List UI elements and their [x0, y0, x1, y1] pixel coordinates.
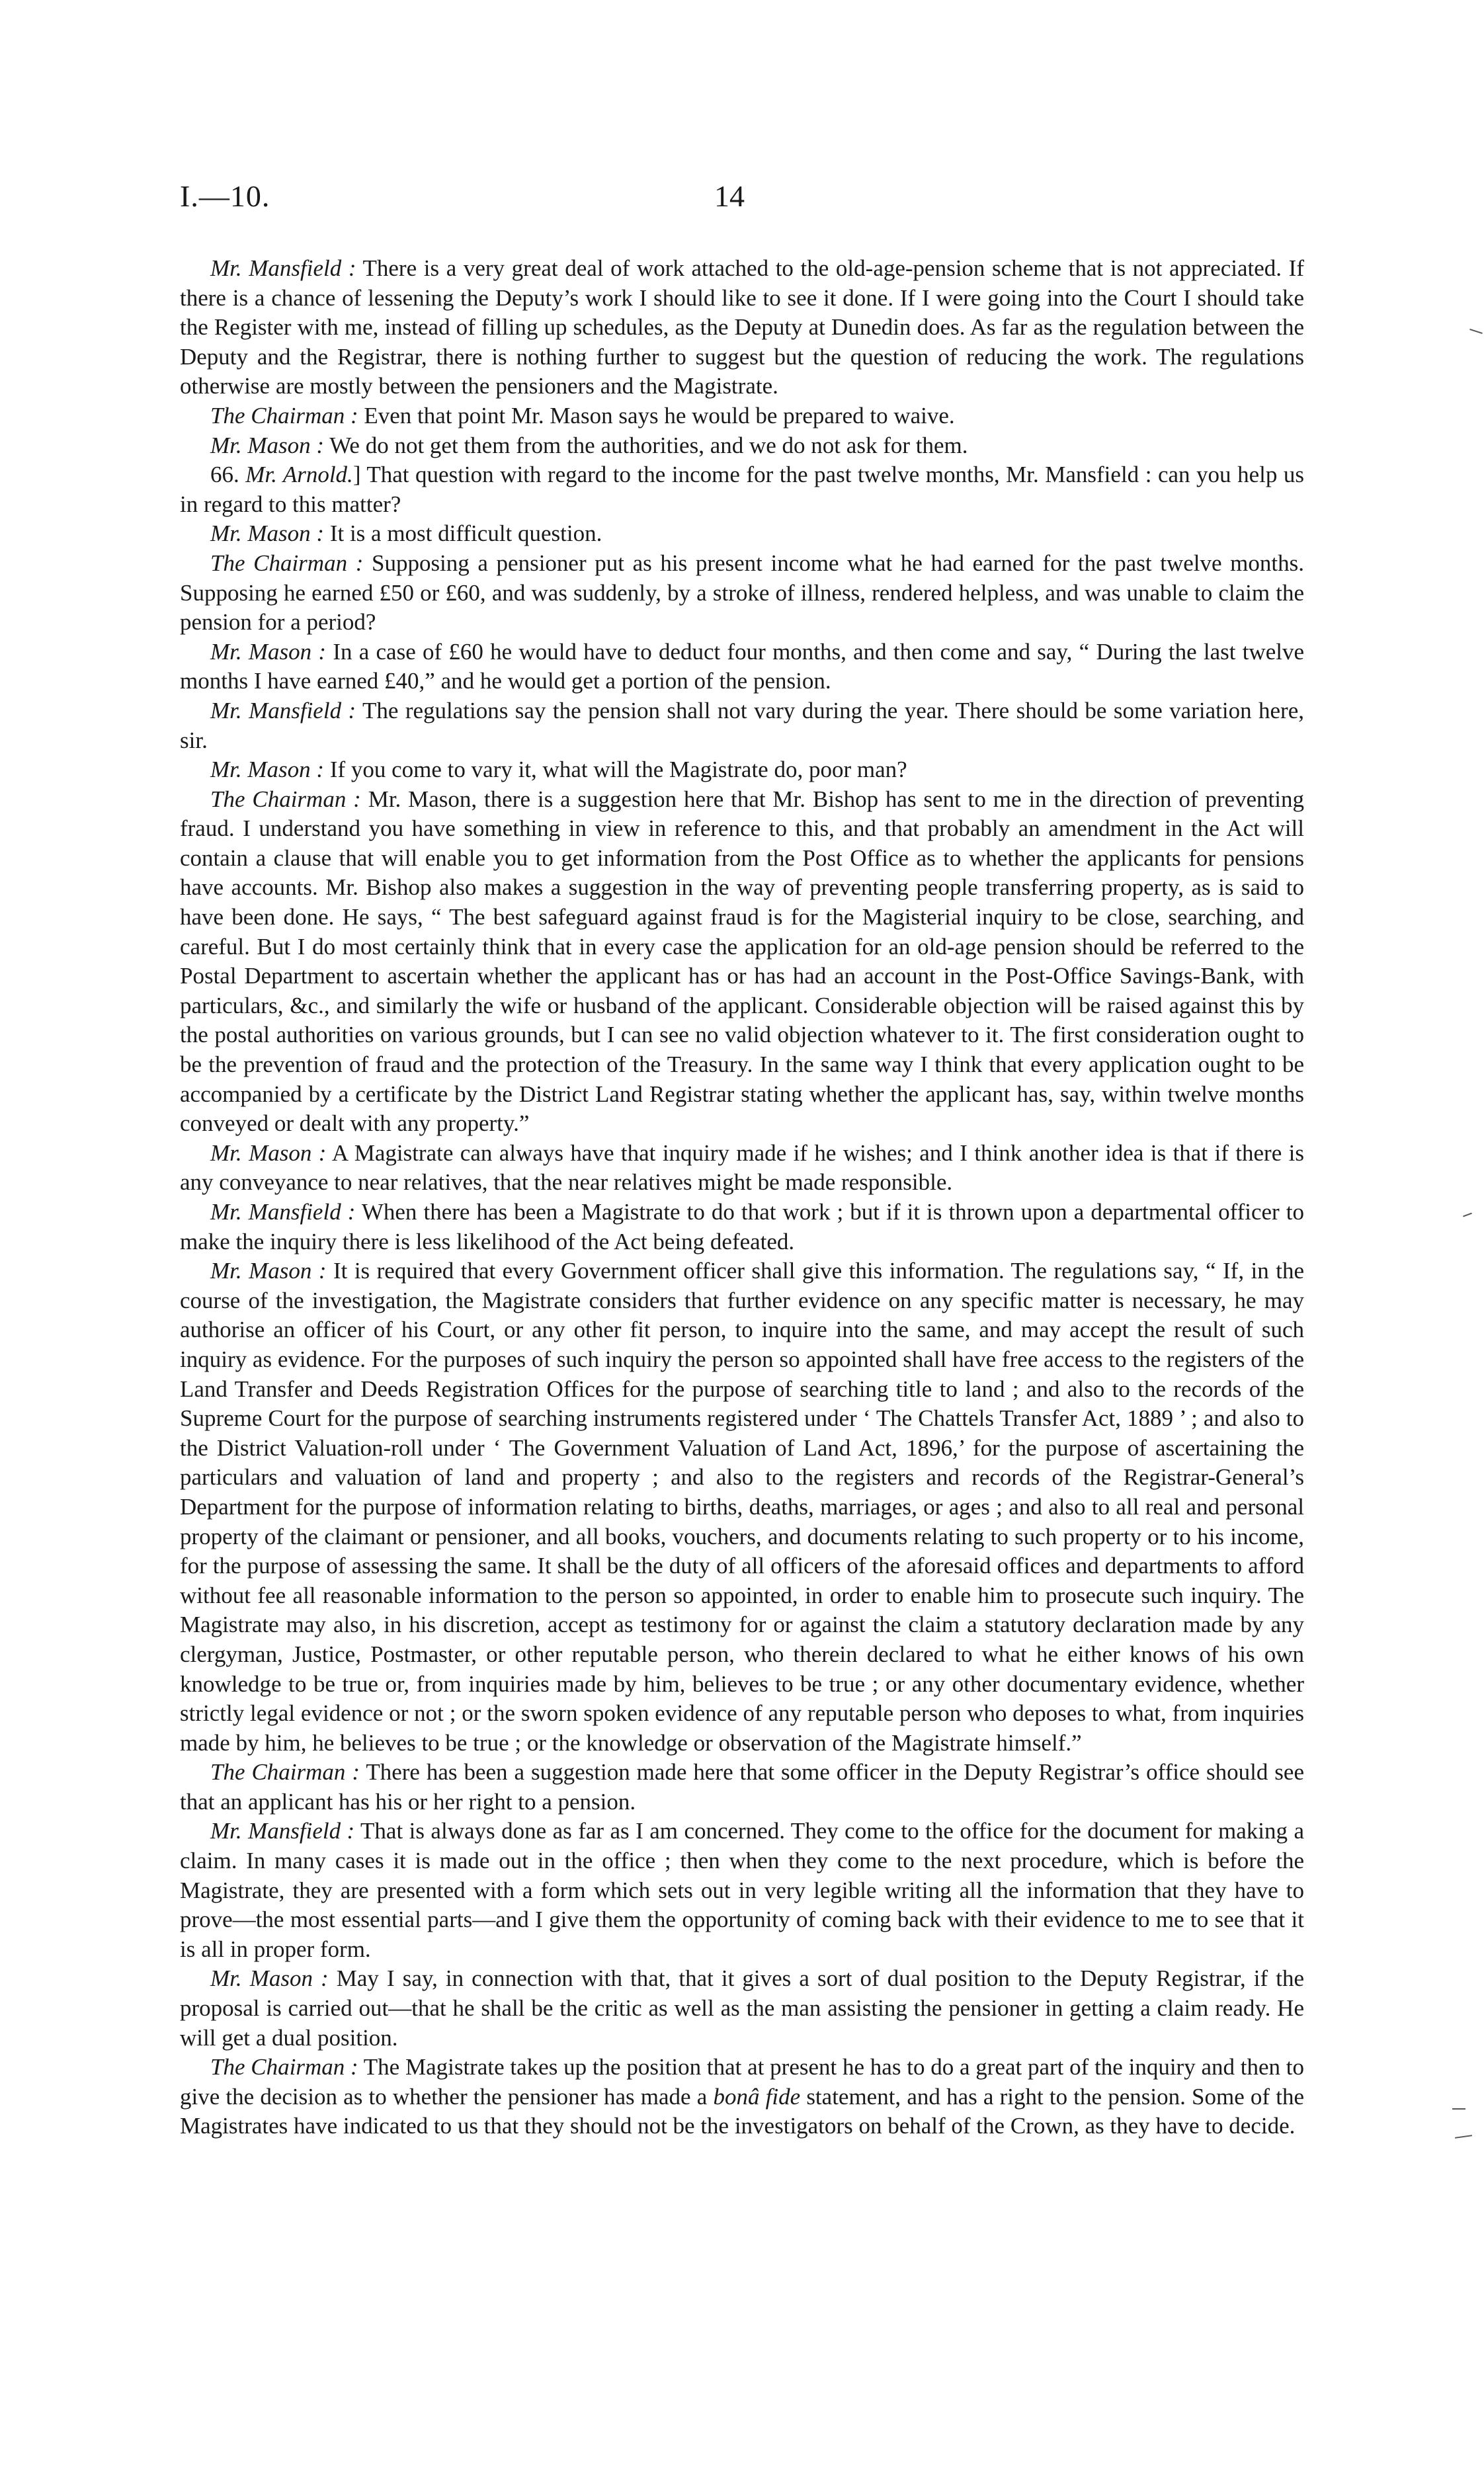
paragraph [180, 460, 1304, 519]
speaker-name: The Chairman : [210, 2054, 358, 2080]
speaker-name: Mr. Mason : [210, 638, 327, 665]
paragraph-text: There is a very great deal of work attached to the old-age-pension scheme that is not appreciated. If there is a chance of lessening the Deputy’s work I should like to see it done. If I were going into the Court I should take the Register with me, instead of filling up schedules, as the Deputy at Dunedin does. As far as the regulation between the Deputy and the Registrar, there is nothing further to suggest but the question of reducing the work. The regulations otherwise are mostly between the pensioners and the Magistrate. [180, 255, 1304, 399]
paragraph [180, 785, 1304, 1139]
paragraph [180, 431, 1304, 461]
paragraph-text: It is a most difficult question. [324, 520, 602, 547]
speaker-name: Mr. Mason : [210, 432, 325, 458]
italic-phrase: bonâ fide [713, 2083, 801, 2110]
paragraph [180, 1817, 1304, 1964]
speaker-name: Mr. Mason : [210, 1965, 329, 1992]
paragraph-text: Mr. Mason, there is a suggestion here that Mr. Bishop has sent to me in the direction of preventing fraud. I understand you have something in view in reference to this, and that probably an amendment in the Act will contain a clause that will enable you to get information from the Post Office as to whether the applicants for pensions have accounts. Mr. Bishop also makes a suggestion in the way of preventing people transferring property, as is said to have been done. He says, “ The best safeguard against fraud is for the Magisterial inquiry to be close, searching, and careful. But I do most certainly think that in every case the application for an old-age pension should be referred to the Postal Department to ascertain whether the applicant has or has had an account in the Post-Office Savings-Bank, with particulars, &c., and similarly the wife or husband of the applicant. Considerable objection will be raised against this by the postal authorities on various grounds, but I can see no valid objection whatever to it. The first consideration ought to be the prevention of fraud and the protection of the Treasury. In the same way I think that every application ought to be accompanied by a certificate by the District Land Registrar stating whether the applicant has, say, within twelve months conveyed or dealt with any property.” [180, 786, 1305, 1137]
paragraph [180, 1139, 1304, 1198]
paragraph-text: There has been a suggestion made here that some officer in the Deputy Registrar’s office should see that an applicant has his or her right to a pension. [180, 1759, 1304, 1815]
body-text [180, 254, 1304, 2141]
paragraph [180, 1198, 1304, 1256]
scan-mark [1452, 2108, 1465, 2110]
speaker-name: Mr. Mason : [210, 757, 325, 783]
speaker-name: Mr. Mansfield : [210, 1199, 356, 1225]
paragraph [180, 1964, 1304, 2053]
paragraph-text: If you come to vary it, what will the Magistrate do, poor man? [324, 757, 907, 783]
page-header [0, 179, 1484, 218]
paragraph [180, 755, 1304, 785]
question-number: 66. [210, 462, 246, 488]
paragraph [180, 638, 1304, 696]
paragraph-text: ] That question with regard to the income for the past twelve months, Mr. Mansfield : can you help us in regard to this matter? [180, 462, 1304, 517]
speaker-name: The Chairman : [210, 1759, 360, 1786]
paragraph-text: When there has been a Magistrate to do that work ; but if it is thrown upon a departmental officer to make the inquiry there is less likelihood of the Act being defeated. [180, 1199, 1304, 1255]
paragraph [180, 1758, 1304, 1817]
paragraph [180, 1256, 1304, 1758]
speaker-name: Mr. Mansfield : [210, 697, 356, 723]
speaker-name: Mr. Arnold. [245, 462, 353, 488]
paragraph-text: Even that point Mr. Mason says he would be prepared to waive. [358, 402, 955, 429]
page-number: 14 [714, 179, 745, 213]
paragraph-text-continued: statement, and has a right to the pension. Some of the Magistrates have indicated to us that they should not be the investigators on behalf of the Crown, as they have to decide. [180, 2083, 1304, 2139]
paragraph-text: It is required that every Government officer shall give this information. The regulations say, “ If, in the course of the investigation, the Magistrate considers that further evidence on any specific matter is necessary, he may authorise an officer of his Court, or any other fit person, to inquire into the same, and may accept the result of such inquiry as evidence. For the purposes of such inquiry the person so appointed shall have free access to the registers of the Land Transfer and Deeds Registration Offices for the purpose of searching title to land ; and also to the records of the Supreme Court for the purpose of searching instruments registered under ‘ The Chattels Transfer Act, 1889 ’ ; and also to the District Valuation-roll under ‘ The Government Valuation of Land Act, 1896,’ for the purpose of ascertaining the particulars and valuation of land and property ; and also to the registers and records of the Registrar-General’s Department for the purpose of information relating to births, deaths, marriages, or ages ; and also to all real and personal property of the claimant or pensioner, and all books, vouchers, and documents relating to such property or to his income, for the purpose of assessing the same. It shall be the duty of all officers of the aforesaid offices and departments to afford without fee all reasonable information to the person so appointed, in order to enable him to prosecute such inquiry. The Magistrate may also, in his discretion, accept as testimony for or against the claim a statutory declaration made by any clergyman, Justice, Postmaster, or other reputable person, who therein declared to what he either knows of his own knowledge to be true or, from inquiries made by him, believes to be true ; or any other documentary evidence, whether strictly legal evidence or not ; or the sworn spoken evidence of any reputable person who deposes to what, from inquiries made by him, he believes to be true ; or the knowledge or observation of the Magistrate himself.” [180, 1258, 1304, 1756]
paragraph-text: A Magistrate can always have that inquiry made if he wishes; and I think another idea is that if there is any conveyance to near relatives, that the near relatives might be made responsible. [180, 1139, 1305, 1196]
paragraph-text: In a case of £60 he would have to deduct four months, and then come and say, “ During the last twelve months I have earned £40,” and he would get a portion of the pension. [180, 638, 1304, 694]
paragraph-text: That is always done as far as I am concerned. They come to the office for the document for making a claim. In many cases it is made out in the office ; then when they come to the next procedure, which is before the Magistrate, they are presented with a form which sets out in very legible writing all the information that they have to prove—the most essential parts—and I give them the opportunity of coming back with their evidence to me to see that it is all in proper form. [180, 1818, 1304, 1962]
paragraph [180, 696, 1304, 755]
scan-mark [1469, 329, 1483, 334]
paragraph [180, 254, 1304, 401]
paragraph-text: Supposing a pensioner put as his present income what he had earned for the past twelve months. Supposing he earned £50 or £60, and was suddenly, by a stroke of illness, rendered helpless, and was unable to claim the pension for a period? [180, 550, 1304, 636]
paragraph-text: We do not get them from the authorities, and we do not ask for them. [324, 432, 968, 458]
scan-mark [1455, 2135, 1472, 2139]
document-reference: I.—10. [180, 179, 270, 213]
speaker-name: Mr. Mason : [210, 1139, 327, 1166]
speaker-name: The Chairman : [210, 550, 364, 576]
paragraph [180, 401, 1304, 431]
paragraph-text: The regulations say the pension shall not vary during the year. There should be some variation here, sir. [180, 697, 1304, 753]
speaker-name: Mr. Mason : [210, 520, 325, 547]
paragraph [180, 549, 1304, 638]
speaker-name: Mr. Mason : [210, 1258, 327, 1284]
paragraph-text: The Magistrate takes up the position that at present he has to do a great part of the inquiry and then to give the decision as to whether the pensioner has made a [180, 2054, 1305, 2110]
speaker-name: Mr. Mansfield : [210, 255, 356, 281]
paragraph [180, 519, 1304, 549]
paragraph-text: May I say, in connection with that, that it gives a sort of dual position to the Deputy Registrar, if the proposal is carried out—that he shall be the critic as well as the man assisting the pensioner in getting a claim ready. He will get a dual position. [180, 1965, 1304, 2051]
scan-mark [1463, 1213, 1472, 1217]
paragraph [180, 2053, 1304, 2141]
speaker-name: Mr. Mansfield : [210, 1818, 355, 1844]
speaker-name: The Chairman : [210, 786, 361, 812]
speaker-name: The Chairman : [210, 402, 358, 429]
